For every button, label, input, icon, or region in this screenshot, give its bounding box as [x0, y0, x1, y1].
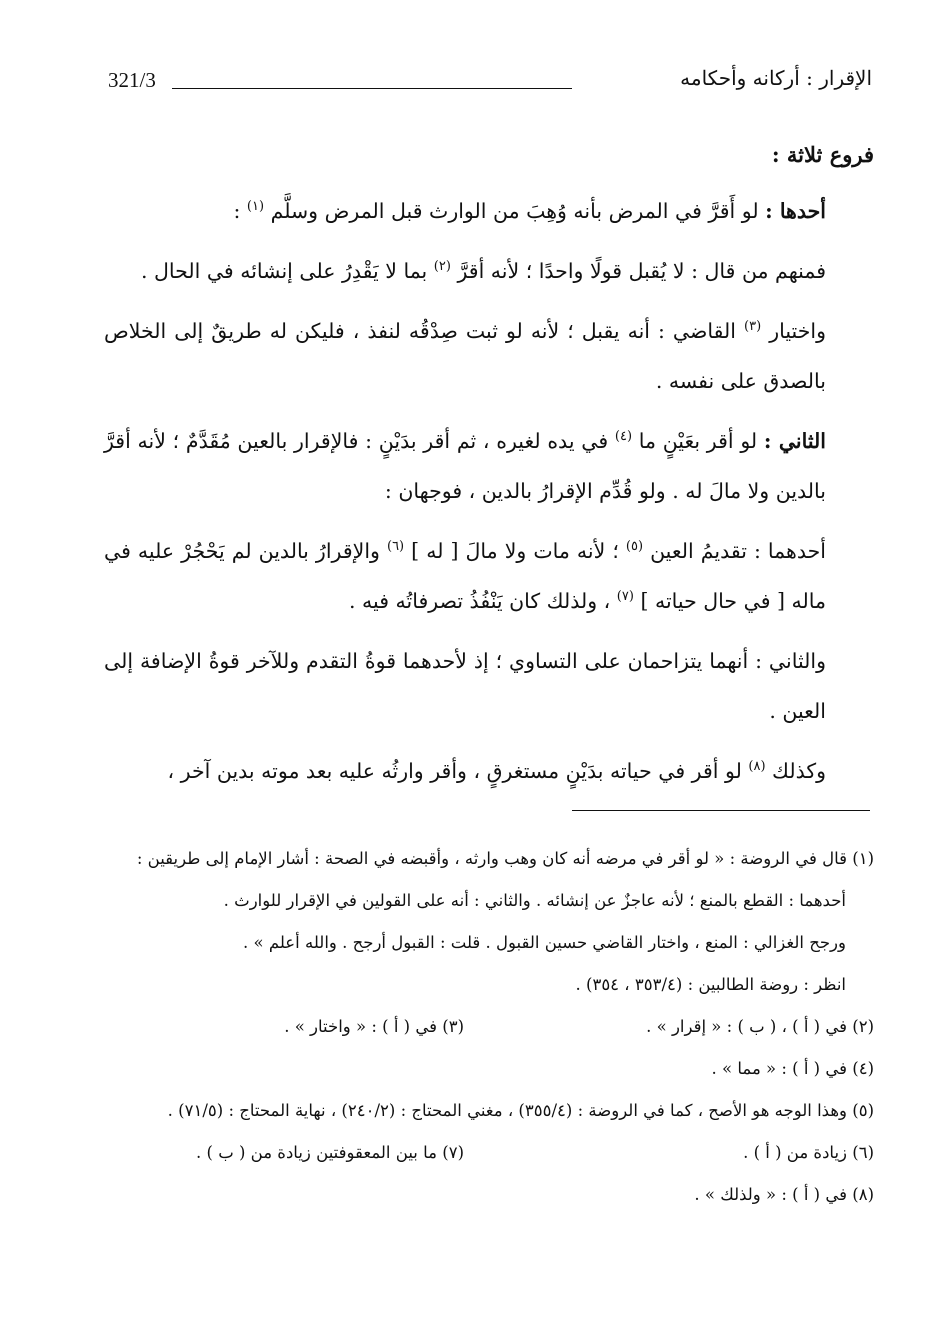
note-ref-4: (٤): [614, 429, 633, 445]
likewise-text-b: لو أقر في حياته بدَيْنٍ مستغرقٍ ، وأقر وارثُه عليه بعد موته بدين آخر ،: [167, 759, 742, 783]
first-branch-text: لو أَقرَّ في المرض بأنه وُهِبَ من الوارث قبل المرض وسلَّم: [270, 199, 759, 223]
footnote-1-line-1: (١) قال في الروضة : « لو أقر في مرضه أنه كان وهب وارثه ، وأقبضه في الصحة : أشار الإمام إلى طريقين :: [136, 849, 874, 868]
first-aspect-text-a: أحدهما : تقديمُ العين: [650, 539, 826, 563]
footnote-1-line-4: انظر : روضة الطالبين : (٣٥٣/٤ ، ٣٥٤) .: [575, 975, 846, 994]
first-aspect-text-d: ، ولذلك كان يَنْفُذُ تصرفاتُه فيه .: [348, 589, 611, 613]
second-aspect-text: والثاني : أنهما يتزاحمان على التساوي ؛ إذ لأحدهما قوةُ التقدم وللآخر قوةُ الإضافة إلى العين .: [104, 649, 826, 723]
note-ref-2: (٢): [433, 259, 451, 275]
footnote-8: (٨) في ( أ ) : « ولذلك » .: [694, 1185, 874, 1204]
paragraph-first-branch: [104, 186, 874, 236]
paragraph-first-aspect: [104, 526, 874, 626]
judge-choice-text-b: القاضي : أنه يقبل ؛ لأنه لو ثبت صِدْقُه لنفذ ، فليكن له طريقٌ إلى الخلاص بالصدق على نفسه .: [104, 319, 826, 393]
footnote-7: (٧) ما بين المعقوفتين زيادة من ( ب ) .: [196, 1143, 464, 1162]
second-branch-text-a: لو أقر بعَيْنٍ ما: [638, 429, 758, 453]
footnote-3: (٣) في ( أ ) : « واختار » .: [284, 1017, 464, 1036]
paragraph-second-branch: [104, 416, 874, 516]
note-ref-7: (٧): [616, 589, 634, 605]
second-branch-lead: الثاني :: [763, 429, 826, 453]
footnote-2: (٢) في ( أ ) ، ( ب ) : « إقرار » .: [646, 1017, 874, 1036]
footnote-1-line-3: ورجح الغزالي : المنع ، واختار القاضي حسين القبول . قلت : القبول أرجح . والله أعلم » .: [243, 933, 846, 952]
second-branch-text-b: في يده لغيره ، ثم أقر بدَيْنٍ : فالإقرار بالعين مُقَدَّمٌ ؛ لأنه أقرَّ بالدين ولا مالَ له . ولو قُدِّم الإقرارُ بالدين ، فوجهان :: [104, 429, 826, 503]
paragraph-likewise: [104, 746, 874, 796]
note-ref-1: (١): [246, 199, 265, 215]
footnote-4: (٤) في ( أ ) : « مما » .: [711, 1059, 874, 1078]
likewise-text-a: وكذلك: [772, 759, 826, 783]
judge-choice-text-a: واختيار: [769, 319, 826, 343]
first-branch-lead: أحدها :: [765, 199, 826, 223]
footnote-row-6-7: [100, 1132, 874, 1174]
running-title: الإقرار : أركانه وأحكامه: [680, 66, 872, 90]
note-ref-3: (٣): [744, 319, 762, 335]
footnote-1-line-2: أحدهما : القطع بالمنع ؛ لأنه عاجزٌ عن إنشائه . والثاني : أنه على القولين في الإقرار للوارث .: [223, 891, 846, 910]
first-branch-end: :: [233, 199, 247, 223]
footnote-separator: [572, 810, 870, 811]
footnote-5: (٥) وهذا الوجه هو الأصح ، كما في الروضة : (٣٥٥/٤) ، مغني المحتاج : (٢٤٠/٢) ، نهاية المحتاج : (٧١/٥) .: [167, 1101, 874, 1120]
first-aspect-text-b: ؛ لأنه مات ولا مالَ [ له ]: [411, 539, 619, 563]
running-header: [108, 68, 872, 102]
footnotes: [100, 838, 874, 1216]
first-opinion-text-b: بما لا يَقْدِرُ على إنشائه في الحال .: [140, 259, 428, 283]
first-aspect-text-c: والإقرارُ بالدين لم يَحْجُرْ عليه في ماله [ في حال حياته ]: [104, 539, 826, 613]
page-reference: 321/3: [108, 68, 156, 92]
note-ref-5: (٥): [625, 539, 644, 555]
paragraph-second-aspect: [104, 636, 874, 736]
footnote-row-2-3: [100, 1006, 874, 1048]
first-opinion-text-a: فمنهم من قال : لا يُقبل قولًا واحدًا ؛ لأنه أقرَّ: [457, 259, 826, 283]
main-text: [104, 130, 874, 806]
note-ref-6: (٦): [386, 539, 405, 555]
footnote-6: (٦) زيادة من ( أ ) .: [743, 1143, 874, 1162]
section-title: فروع ثلاثة :: [771, 142, 874, 167]
paragraph-first-opinion: [104, 246, 874, 296]
note-ref-8: (٨): [748, 759, 766, 775]
paragraph-judge-choice: [104, 306, 874, 406]
header-rule: [172, 88, 572, 89]
